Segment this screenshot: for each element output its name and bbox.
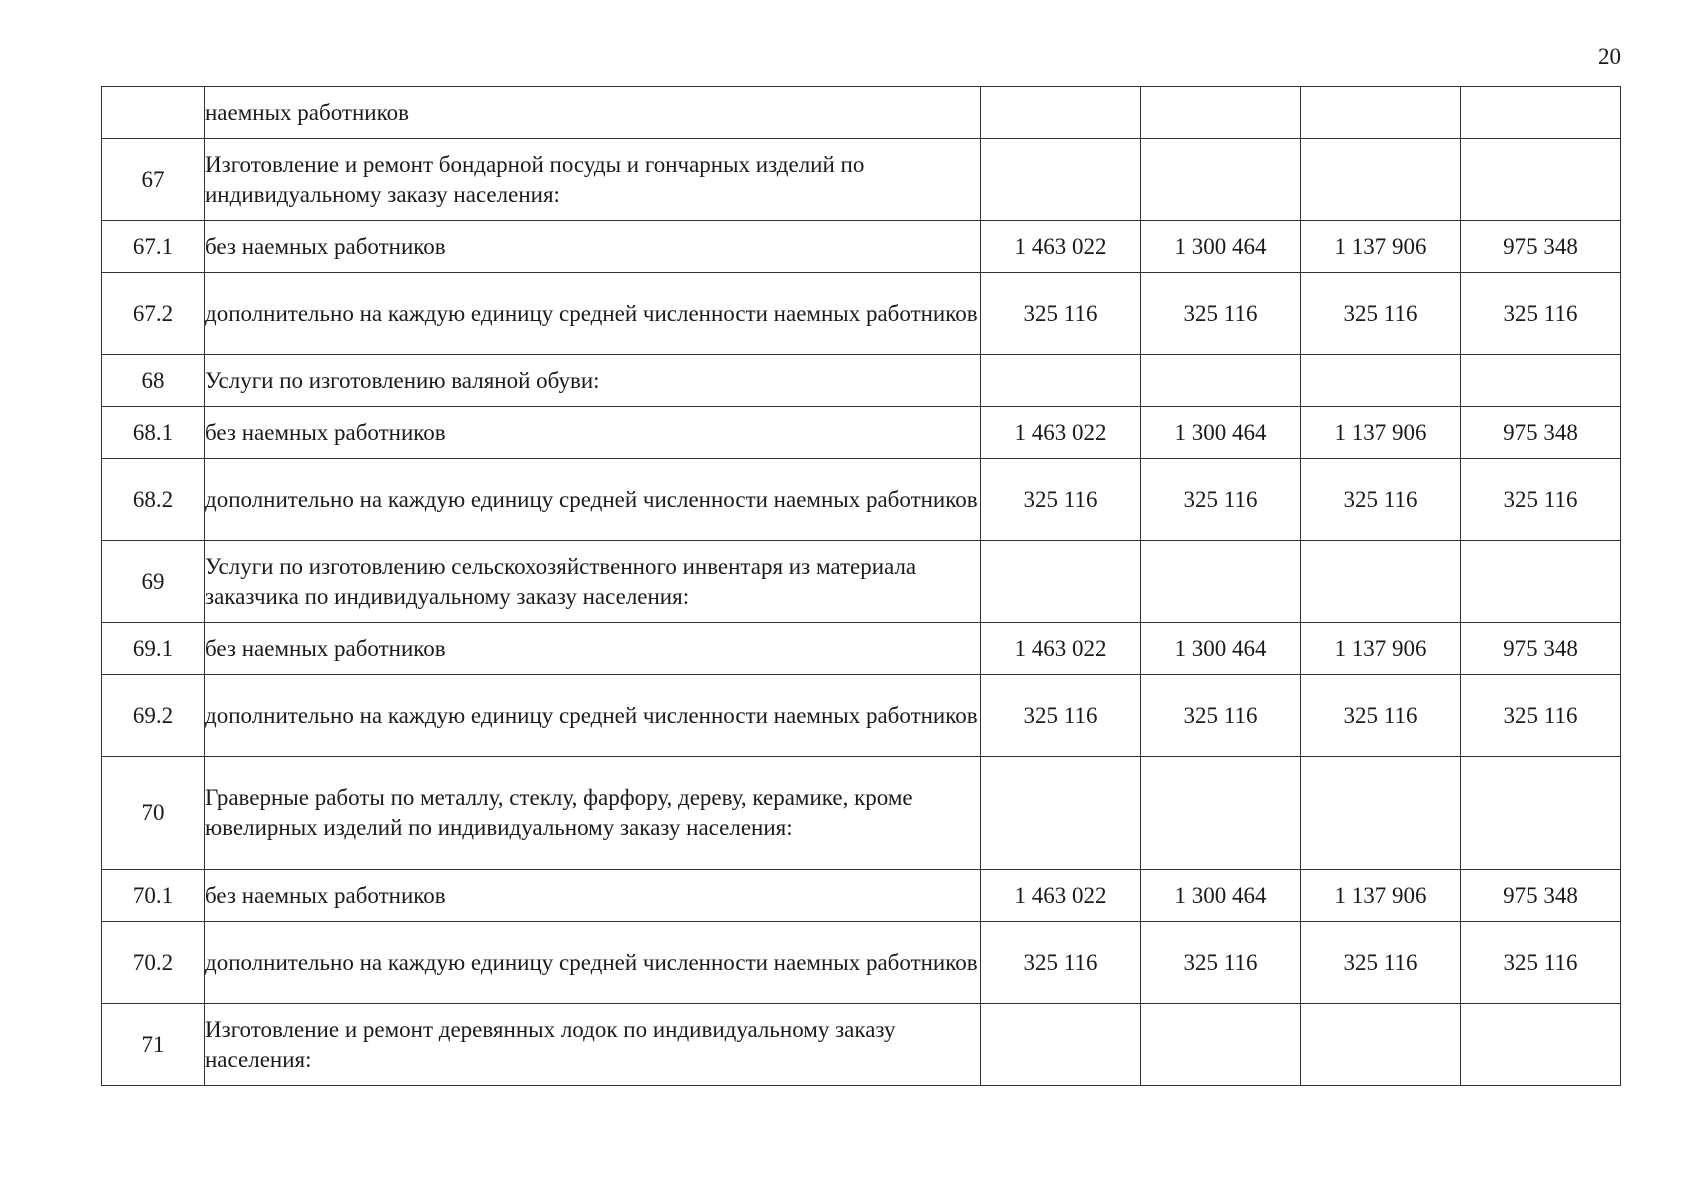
row-description: Услуги по изготовлению сельскохозяйственного инвентаря из материала заказчика по индивидуальному заказу населения: <box>205 541 981 623</box>
value-cell-2: 325 116 <box>1141 273 1301 355</box>
row-number: 70.2 <box>102 922 205 1004</box>
value-cell-2: 325 116 <box>1141 675 1301 757</box>
value-cell-2: 325 116 <box>1141 922 1301 1004</box>
table-row <box>102 459 1621 541</box>
value-cell-1: 1 463 022 <box>981 870 1141 922</box>
table-row <box>102 221 1621 273</box>
row-description: без наемных работников <box>205 221 981 273</box>
table-row <box>102 675 1621 757</box>
value-cell-4 <box>1461 87 1621 139</box>
row-number: 68.2 <box>102 459 205 541</box>
row-number: 69.2 <box>102 675 205 757</box>
value-cell-2 <box>1141 139 1301 221</box>
value-cell-2 <box>1141 1004 1301 1086</box>
table-row <box>102 870 1621 922</box>
value-cell-1 <box>981 541 1141 623</box>
table-row <box>102 407 1621 459</box>
value-cell-2 <box>1141 355 1301 407</box>
table-row <box>102 355 1621 407</box>
value-cell-1 <box>981 1004 1141 1086</box>
table-row <box>102 757 1621 870</box>
value-cell-2: 1 300 464 <box>1141 623 1301 675</box>
value-cell-3: 1 137 906 <box>1301 221 1461 273</box>
table-row <box>102 87 1621 139</box>
table-row <box>102 1004 1621 1086</box>
value-cell-1: 325 116 <box>981 459 1141 541</box>
value-cell-3: 1 137 906 <box>1301 623 1461 675</box>
value-cell-4: 975 348 <box>1461 623 1621 675</box>
table-row <box>102 273 1621 355</box>
row-number: 71 <box>102 1004 205 1086</box>
row-description: Изготовление и ремонт деревянных лодок по индивидуальному заказу населения: <box>205 1004 981 1086</box>
value-cell-4 <box>1461 355 1621 407</box>
value-cell-2: 1 300 464 <box>1141 221 1301 273</box>
row-number: 70.1 <box>102 870 205 922</box>
row-description: Услуги по изготовлению валяной обуви: <box>205 355 981 407</box>
value-cell-2: 1 300 464 <box>1141 407 1301 459</box>
value-cell-2 <box>1141 541 1301 623</box>
value-cell-1: 325 116 <box>981 273 1141 355</box>
value-cell-4 <box>1461 757 1621 870</box>
value-cell-1: 325 116 <box>981 922 1141 1004</box>
value-cell-1 <box>981 757 1141 870</box>
value-cell-1: 1 463 022 <box>981 407 1141 459</box>
row-description: Граверные работы по металлу, стеклу, фарфору, дереву, керамике, кроме ювелирных изделий по индивидуальному заказу населения: <box>205 757 981 870</box>
tariff-table <box>101 86 1621 1086</box>
value-cell-3: 1 137 906 <box>1301 870 1461 922</box>
row-number: 69.1 <box>102 623 205 675</box>
value-cell-3 <box>1301 87 1461 139</box>
page-number: 20 <box>1598 44 1621 69</box>
value-cell-3 <box>1301 355 1461 407</box>
row-number <box>102 87 205 139</box>
value-cell-3 <box>1301 541 1461 623</box>
row-number: 69 <box>102 541 205 623</box>
row-number: 67.2 <box>102 273 205 355</box>
value-cell-1 <box>981 87 1141 139</box>
value-cell-2: 325 116 <box>1141 459 1301 541</box>
table-row <box>102 623 1621 675</box>
value-cell-4: 975 348 <box>1461 221 1621 273</box>
value-cell-4: 325 116 <box>1461 273 1621 355</box>
value-cell-4: 975 348 <box>1461 870 1621 922</box>
value-cell-2: 1 300 464 <box>1141 870 1301 922</box>
row-description: без наемных работников <box>205 870 981 922</box>
row-description: дополнительно на каждую единицу средней численности наемных работников <box>205 459 981 541</box>
value-cell-1 <box>981 355 1141 407</box>
value-cell-4 <box>1461 541 1621 623</box>
row-description: дополнительно на каждую единицу средней численности наемных работников <box>205 922 981 1004</box>
row-description: наемных работников <box>205 87 981 139</box>
value-cell-3 <box>1301 139 1461 221</box>
row-number: 67 <box>102 139 205 221</box>
value-cell-3: 325 116 <box>1301 675 1461 757</box>
value-cell-1: 1 463 022 <box>981 623 1141 675</box>
row-description: Изготовление и ремонт бондарной посуды и гончарных изделий по индивидуальному заказу населения: <box>205 139 981 221</box>
value-cell-4 <box>1461 139 1621 221</box>
row-description: дополнительно на каждую единицу средней численности наемных работников <box>205 273 981 355</box>
value-cell-1 <box>981 139 1141 221</box>
value-cell-2 <box>1141 87 1301 139</box>
value-cell-3 <box>1301 757 1461 870</box>
row-description: без наемных работников <box>205 623 981 675</box>
value-cell-3 <box>1301 1004 1461 1086</box>
value-cell-4: 975 348 <box>1461 407 1621 459</box>
table-row <box>102 139 1621 221</box>
row-number: 68.1 <box>102 407 205 459</box>
value-cell-4: 325 116 <box>1461 675 1621 757</box>
value-cell-1: 325 116 <box>981 675 1141 757</box>
value-cell-4: 325 116 <box>1461 459 1621 541</box>
row-number: 70 <box>102 757 205 870</box>
value-cell-4 <box>1461 1004 1621 1086</box>
value-cell-3: 325 116 <box>1301 459 1461 541</box>
value-cell-3: 1 137 906 <box>1301 407 1461 459</box>
value-cell-2 <box>1141 757 1301 870</box>
row-number: 67.1 <box>102 221 205 273</box>
row-description: без наемных работников <box>205 407 981 459</box>
value-cell-1: 1 463 022 <box>981 221 1141 273</box>
row-number: 68 <box>102 355 205 407</box>
value-cell-4: 325 116 <box>1461 922 1621 1004</box>
value-cell-3: 325 116 <box>1301 273 1461 355</box>
row-description: дополнительно на каждую единицу средней численности наемных работников <box>205 675 981 757</box>
value-cell-3: 325 116 <box>1301 922 1461 1004</box>
table-row <box>102 922 1621 1004</box>
table-row <box>102 541 1621 623</box>
